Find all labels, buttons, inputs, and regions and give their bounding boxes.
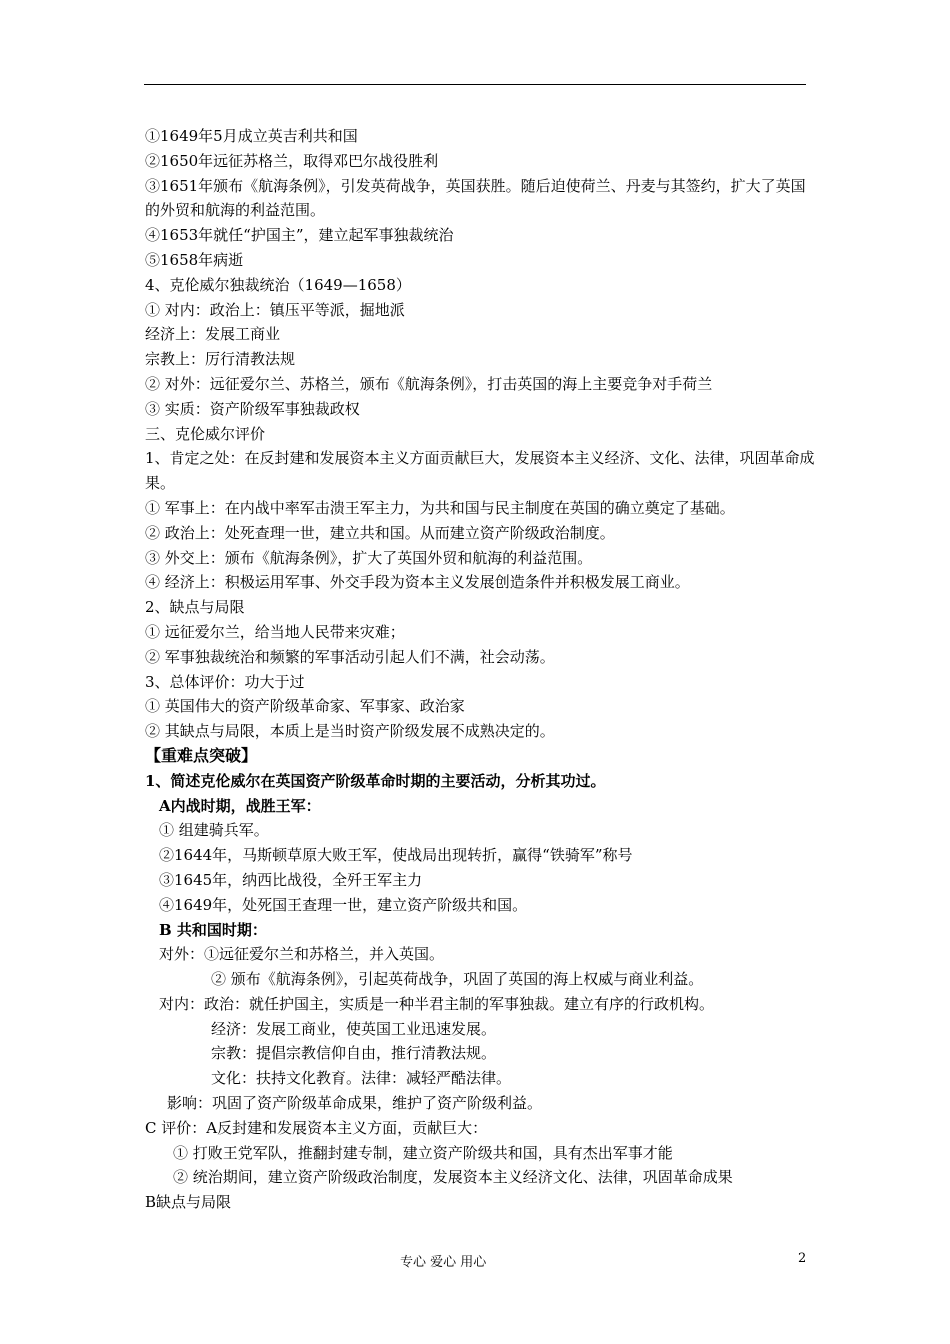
text-line: ① 对内：政治上：镇压平等派，掘地派 (145, 300, 405, 319)
text-line: ③ 实质：资产阶级军事独裁政权 (145, 399, 360, 418)
header-rule (144, 84, 806, 85)
text-line: ③1645年，纳西比战役，全歼王军主力 (159, 870, 423, 889)
text-line: ② 统治期间，建立资产阶级政治制度，发展资本主义经济文化、法律，巩固革命成果 (173, 1168, 733, 1187)
text-line: ④ 经济上：积极运用军事、外交手段为资本主义发展创造条件并积极发展工商业。 (145, 573, 690, 592)
text-line: 经济上：发展工商业 (145, 325, 281, 344)
page-number: 2 (798, 1251, 807, 1266)
text-line: B缺点与局限 (145, 1193, 232, 1212)
text-line: ②1650年远征苏格兰，取得邓巴尔战役胜利 (145, 151, 439, 170)
footer-motto: 专心 爱心 用心 (400, 1255, 487, 1270)
section-heading: 2、缺点与局限 (145, 598, 245, 617)
text-line: 对内：政治：就任护国主，实质是一种半君主制的军事独裁。建立有序的行政机构。 (159, 994, 715, 1013)
key-points-heading: 【重难点突破】 (145, 745, 258, 765)
text-line: 影响：巩固了资产阶级革命成果，维护了资产阶级利益。 (167, 1094, 543, 1113)
text-line: 宗教上：厉行清教法规 (145, 350, 296, 369)
question-heading: 1、简述克伦威尔在英国资产阶级革命时期的主要活动，分析其功过。 (145, 771, 606, 790)
text-line: ② 军事独裁统治和频繁的军事活动引起人们不满，社会动荡。 (145, 647, 555, 666)
text-line: 经济：发展工商业，使英国工业迅速发展。 (211, 1019, 497, 1038)
section-heading: 4、克伦威尔独裁统治（1649—1658） (145, 275, 411, 294)
text-line: 文化：扶持文化教育。法律：减轻严酷法律。 (211, 1069, 512, 1088)
text-line: ① 打败王党军队，推翻封建专制，建立资产阶级共和国，具有杰出军事才能 (173, 1143, 673, 1162)
text-line: ④1649年，处死国王查理一世，建立资产阶级共和国。 (159, 895, 528, 914)
text-line: ① 军事上：在内战中率军击溃王军主力，为共和国与民主制度在英国的确立奠定了基础。 (145, 498, 735, 517)
text-line: ① 远征爱尔兰，给当地人民带来灾难； (145, 622, 405, 641)
text-line: ① 英国伟大的资产阶级革命家、军事家、政治家 (145, 697, 465, 716)
section-heading: 三、克伦威尔评价 (145, 424, 266, 443)
text-line: ⑤1658年病逝 (145, 250, 244, 269)
text-line: ② 其缺点与局限，本质上是当时资产阶级发展不成熟决定的。 (145, 722, 555, 741)
text-line: ② 对外：远征爱尔兰、苏格兰，颁布《航海条例》，打击英国的海上主要竞争对手荷兰 (145, 374, 713, 393)
text-paragraph: 1、肯定之处：在反封建和发展资本主义方面贡献巨大，发展资本主义经济、文化、法律，巩固革命成果。 (145, 449, 815, 493)
text-line: ② 政治上：处死查理一世，建立共和国。从而建立资产阶级政治制度。 (145, 523, 615, 542)
text-line: ①1649年5月成立英吉利共和国 (145, 127, 358, 145)
document-body (145, 124, 815, 1215)
text-paragraph: ③1651年颁布《航海条例》，引发英荷战争，英国获胜。随后迫使荷兰、丹麦与其签约，扩大了英国的外贸和航海的利益范围。 (145, 176, 806, 220)
subsection-heading: B 共和国时期： (159, 920, 267, 939)
text-line: 宗教：提倡宗教信仰自由，推行清教法规。 (211, 1044, 497, 1063)
text-line: ② 颁布《航海条例》，引起英荷战争，巩固了英国的海上权威与商业利益。 (211, 970, 704, 989)
text-line: ④1653年就任“护国主”，建立起军事独裁统治 (145, 226, 454, 245)
text-line: 对外：①远征爱尔兰和苏格兰，并入英国。 (159, 945, 445, 964)
text-line: ① 组建骑兵军。 (159, 821, 269, 840)
section-heading: 3、总体评价：功大于过 (145, 672, 305, 691)
text-line: C 评价：A反封建和发展资本主义方面，贡献巨大： (145, 1118, 488, 1137)
text-line: ②1644年，马斯顿草原大败王军，使战局出现转折，赢得“铁骑军”称号 (159, 846, 633, 865)
text-line: ③ 外交上：颁布《航海条例》，扩大了英国外贸和航海的利益范围。 (145, 548, 593, 567)
subsection-heading: A内战时期，战胜王军： (159, 796, 321, 815)
